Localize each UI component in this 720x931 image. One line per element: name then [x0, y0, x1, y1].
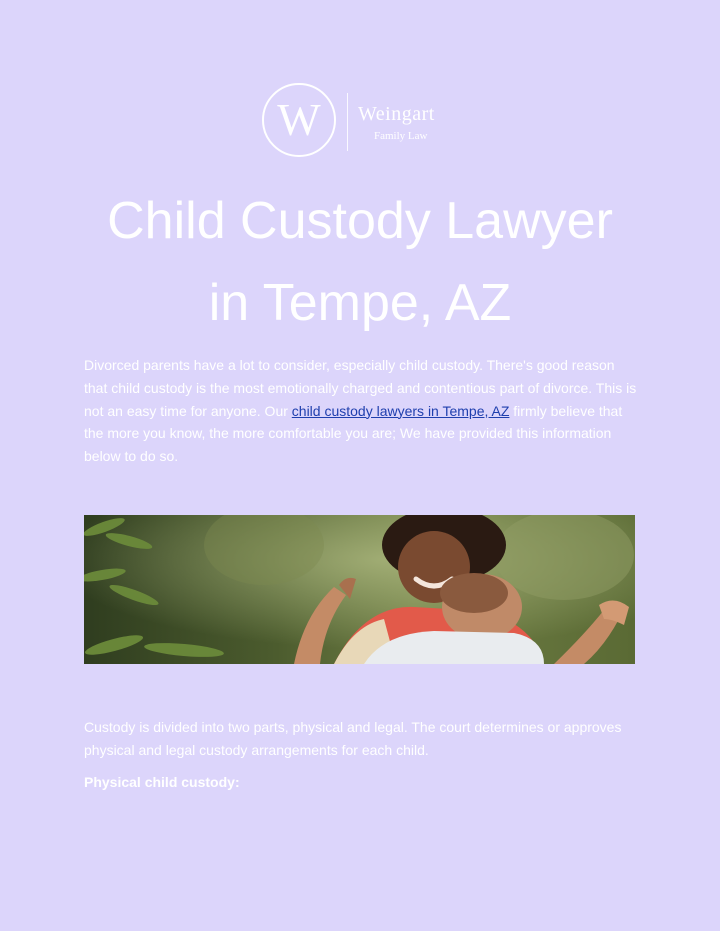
title-line-1: Child Custody Lawyer [107, 192, 613, 250]
physical-custody-heading: Physical child custody: [84, 774, 240, 790]
page-title [0, 180, 720, 344]
intro-text-end: firmly believe that the more you know, the more comfortable you are; We have provided this information below to do so. [84, 402, 623, 465]
logo-divider [347, 93, 348, 151]
logo-subtitle: Family Law [374, 130, 428, 142]
child-custody-lawyers-link[interactable]: child custody lawyers in Tempe, AZ [291, 402, 510, 419]
title-line-2: in Tempe, AZ [208, 274, 512, 332]
logo-monogram: W [277, 94, 321, 145]
weingart-logo [262, 83, 462, 163]
custody-paragraph: Custody is divided into two parts, physical and legal. The court determines or approves physical and legal custody arrangements for each child. [84, 719, 622, 758]
intro-text-start: Divorced parents have a lot to consider, especially child custody. There's good reason that child custody is the most emotionally charged and contentious part of divorce. This is not an easy time for anyone. Our [84, 357, 637, 419]
mother-and-child-photo [84, 515, 635, 664]
logo-name: Weingart [358, 103, 435, 125]
intro-paragraph [84, 354, 640, 468]
